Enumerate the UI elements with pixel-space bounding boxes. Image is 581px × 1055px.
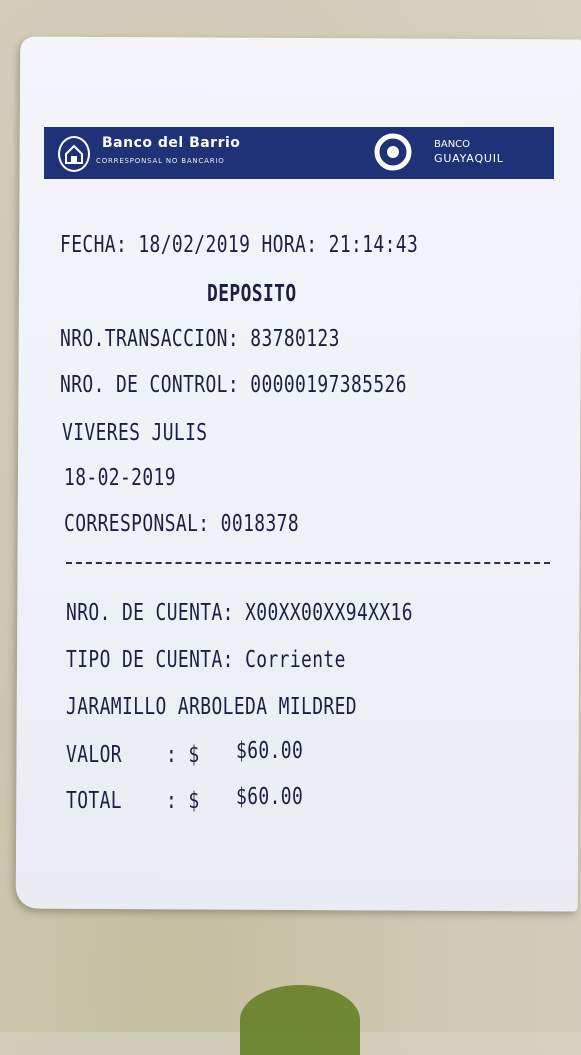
beneficiary-name: JARAMILLO ARBOLEDA MILDRED <box>66 694 357 720</box>
control-line <box>60 372 407 398</box>
transaccion-label: NRO.TRANSACCION: <box>60 326 240 352</box>
tipo-label: TIPO DE CUENTA: <box>66 647 234 673</box>
total-label: TOTAL <box>66 788 122 814</box>
cuenta-label: NRO. DE CUENTA: <box>66 600 234 626</box>
dashed-divider <box>66 562 550 564</box>
corresponsal-value: 0018378 <box>220 511 300 537</box>
control-value: 00000197385526 <box>250 372 407 398</box>
left-bank-name: Banco del Barrio <box>102 135 241 151</box>
total-amount: $60.00 <box>236 784 304 810</box>
total-separator: : $ <box>166 788 200 814</box>
hora-label: HORA: <box>261 232 318 258</box>
receipt-title: DEPOSITO <box>207 281 297 307</box>
fecha-value: 18/02/2019 <box>138 232 251 258</box>
hora-value: 21:14:43 <box>328 232 419 258</box>
depositor-name: VIVERES JULIS <box>62 420 208 446</box>
corresponsal-label: CORRESPONSAL: <box>64 511 210 537</box>
banco-guayaquil-logo-icon <box>374 133 412 171</box>
valor-label: VALOR <box>66 742 122 768</box>
tipo-line <box>66 647 346 673</box>
cuenta-line <box>66 600 413 626</box>
cuenta-value: X00XX00XX94XX16 <box>245 600 413 626</box>
left-bank-subtitle: CORRESPONSAL NO BANCARIO <box>96 157 225 165</box>
receipt-header-banner <box>44 127 554 179</box>
fecha-label: FECHA: <box>60 232 128 258</box>
transaccion-value: 83780123 <box>250 326 340 352</box>
transaccion-line <box>60 326 340 352</box>
corresponsal-line <box>64 511 299 537</box>
fecha-line <box>60 232 418 258</box>
valor-separator: : $ <box>166 742 200 768</box>
house-logo-icon <box>58 136 90 172</box>
background-leaf <box>240 985 360 1055</box>
valor-amount: $60.00 <box>236 738 304 764</box>
right-bank-word-banco: BANCO <box>434 139 471 150</box>
date-line: 18-02-2019 <box>64 465 176 491</box>
control-label: NRO. DE CONTROL: <box>60 372 240 398</box>
right-bank-word-guayaquil: GUAYAQUIL <box>434 152 504 165</box>
tipo-value: Corriente <box>245 647 346 673</box>
